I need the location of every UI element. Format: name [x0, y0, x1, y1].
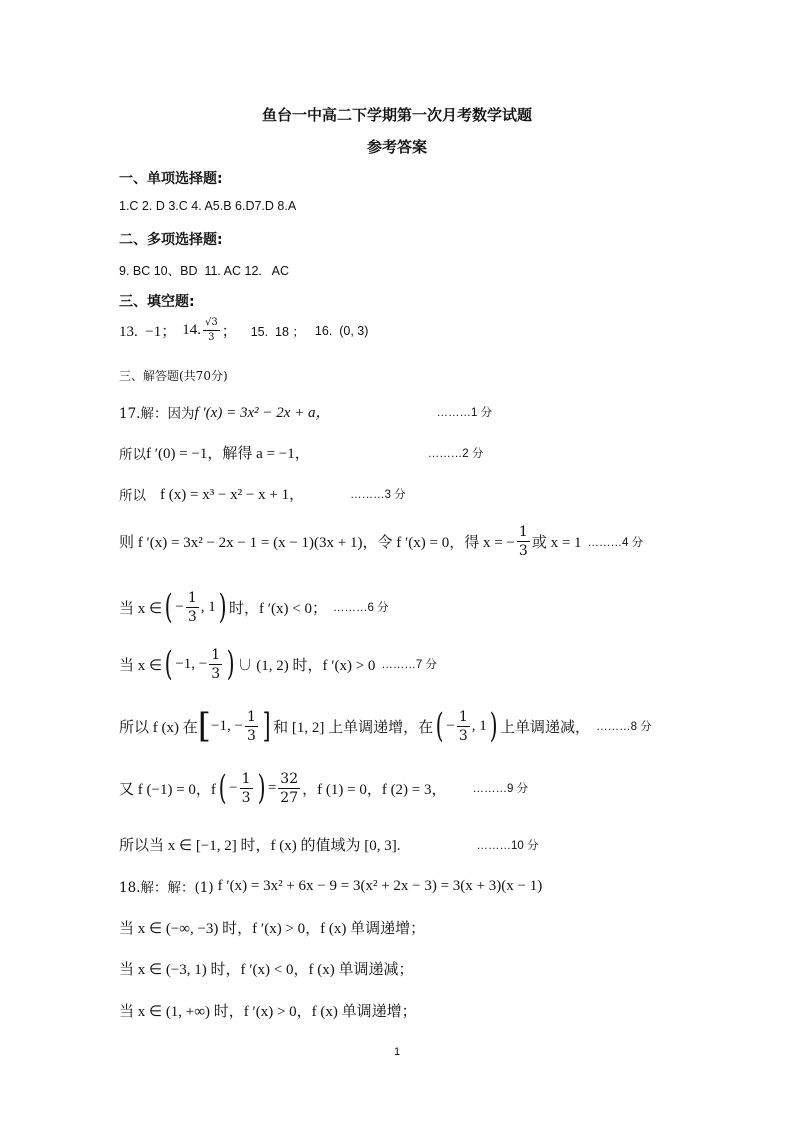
q17-l5-score: ………6 分: [332, 602, 389, 614]
right-paren: ): [226, 644, 235, 684]
q17-l6-fraction: [209, 648, 222, 681]
q17-l5-num: 1: [187, 589, 197, 606]
left-paren: (: [218, 768, 227, 808]
q18-line-1: [119, 876, 542, 896]
q17-line-4: [119, 525, 643, 558]
q17-l5-a: 当 x ∈: [119, 600, 163, 617]
q17-l5-den: 3: [187, 608, 197, 625]
q17-l7-score: ………8 分: [596, 721, 652, 733]
q17-l4-b: 或 x = 1: [531, 535, 582, 551]
q17-l8-score: ………9 分: [472, 783, 529, 795]
left-paren: (: [435, 706, 444, 746]
q17-l1-score: ………1 分: [436, 406, 493, 419]
q17-l6-num: 1: [211, 646, 221, 663]
q17-l7-fraction-2: [457, 710, 470, 743]
multi-choice-answers: 9. BC 10、BD 11. AC 12. AC: [119, 264, 289, 278]
q17-line-7: [119, 706, 652, 746]
q18-l1-math: f ′(x) = 3x² + 6x − 9 = 3(x² + 2x − 3) = 3(x + 3)(x − 1): [217, 877, 543, 894]
answer-14-numerator: √3: [203, 318, 220, 331]
q17-l6-score: ………7 分: [381, 659, 438, 671]
q17-line-6: [119, 644, 438, 684]
q17-l7-den: 3: [246, 727, 256, 744]
left-bracket: [: [197, 706, 212, 746]
q17-l9-a: 所以当 x ∈ [−1, 2] 时，f (x) 的值域为 [0, 3].: [119, 838, 401, 854]
q17-l8-num2: 32: [280, 770, 299, 787]
q17-line-2: [119, 442, 483, 463]
left-paren: (: [164, 644, 173, 684]
document-subtitle: 参考答案: [366, 138, 427, 156]
q17-l4-num: 1: [518, 524, 528, 540]
q17-l7-a: 所以 f (x) 在: [119, 719, 198, 736]
q17-l7-d: 上单调递减，: [500, 719, 591, 736]
q17-l7-num: 1: [246, 708, 256, 725]
q17-l8-eq: =: [267, 779, 277, 796]
answer-14-label: 14.: [182, 322, 201, 338]
q17-l8-neg: −: [229, 779, 238, 796]
q17-l1-text: 17.解：因为: [119, 405, 195, 422]
q17-l5-neg: −: [175, 598, 184, 615]
q18-line-4: 当 x ∈ (1, +∞) 时，f ′(x) > 0，f (x) 单调递增；: [119, 1004, 417, 1020]
q17-l6-den: 3: [211, 665, 221, 682]
q17-l8-b: ，f (1) = 0，f (2) = 3，: [302, 781, 447, 798]
answer-14-tail: ；: [221, 324, 237, 340]
answer-13: 13. −1；: [119, 324, 177, 340]
q17-l3-math: f (x) = x³ − x² − x + 1，: [160, 487, 305, 503]
single-choice-answers: 1.C 2. D 3.C 4. A5.B 6.D7.D 8.A: [119, 199, 297, 213]
document-title: 鱼台一中高二下学期第一次月考数学试题: [261, 106, 532, 124]
q17-l3-score: ………3 分: [350, 488, 406, 501]
q17-l2-math: f ′(0) = −1，解得 a = −1，: [146, 446, 310, 462]
q17-l8-den2: 27: [280, 789, 299, 806]
answer-15: 15. 18 ；: [250, 324, 305, 339]
left-paren: (: [164, 587, 173, 627]
q17-l4-den: 3: [518, 543, 528, 559]
answer-16: 16. (0, 3): [314, 323, 369, 338]
right-paren: ): [489, 706, 498, 746]
q17-l8-num: 1: [241, 770, 251, 787]
q17-line-8: [119, 768, 529, 808]
q17-l5-fraction: [186, 591, 199, 624]
q17-l5-c: 时，f ′(x) < 0；: [229, 600, 327, 617]
q17-l1-math: f ′(x) = 3x² − 2x + a，: [194, 405, 331, 421]
answer-14-fraction: [203, 318, 220, 343]
q17-line-1: [119, 401, 492, 422]
q17-l4-a: 则 f ′(x) = 3x² − 2x − 1 = (x − 1)(3x + 1)，令 f ′(x) = 0，得 x = −: [119, 535, 515, 551]
q17-line-5: [119, 587, 389, 627]
q17-l2-score: ………2 分: [427, 447, 484, 460]
q17-l7-fraction-1: [245, 710, 258, 743]
q18-line-2: 当 x ∈ (−∞, −3) 时，f ′(x) > 0，f (x) 单调递增；: [119, 921, 426, 937]
q17-l7-num2: 1: [458, 708, 468, 725]
right-paren: ): [257, 768, 266, 808]
q17-l5-b: , 1: [200, 598, 216, 615]
q17-line-9: [119, 834, 539, 855]
q17-l4-fraction: [517, 525, 530, 558]
q17-l3-text: 所以: [119, 487, 146, 504]
q17-l8-fraction-1: [240, 772, 253, 805]
section-heading-fill-blank: 三、填空题:: [119, 294, 195, 310]
q17-l2-text: 所以: [119, 446, 146, 463]
answer-14-denominator: 3: [208, 332, 215, 343]
q17-l8-den: 3: [241, 789, 251, 806]
section-heading-solutions: 三、解答题(共70分): [119, 369, 228, 383]
section-heading-single-choice: 一、单项选择题:: [119, 171, 223, 187]
q18-l1-text: 18.解：解：(1): [119, 880, 214, 896]
page-number: 1: [393, 1046, 401, 1058]
q17-l7-neg: −: [446, 717, 455, 734]
q17-l4-score: ………4 分: [587, 536, 644, 549]
q17-l7-b: 和 [1, 2] 上单调递增，在: [273, 719, 434, 736]
section-heading-multi-choice: 二、多项选择题:: [119, 232, 223, 248]
q17-l6-a: 当 x ∈: [119, 657, 163, 674]
q17-line-3: [119, 483, 406, 504]
right-paren: ]: [262, 706, 271, 746]
q17-l7-den2: 3: [458, 727, 468, 744]
q17-l8-fraction-2: [278, 772, 300, 805]
q17-l7-c: , 1: [471, 717, 487, 734]
q18-line-3: 当 x ∈ (−3, 1) 时，f ′(x) < 0，f (x) 单调递减；: [119, 962, 414, 978]
q17-l6-in: −1, −: [175, 655, 208, 672]
q17-l6-b: ∪ (1, 2) 时，f ′(x) > 0: [237, 657, 376, 674]
q17-l7-in: −1, −: [211, 717, 243, 734]
q17-l9-score: ………10 分: [476, 839, 539, 852]
fill-blank-answers: [119, 318, 368, 343]
q17-l8-a: 又 f (−1) = 0，f: [119, 781, 216, 798]
right-paren: ): [218, 587, 227, 627]
